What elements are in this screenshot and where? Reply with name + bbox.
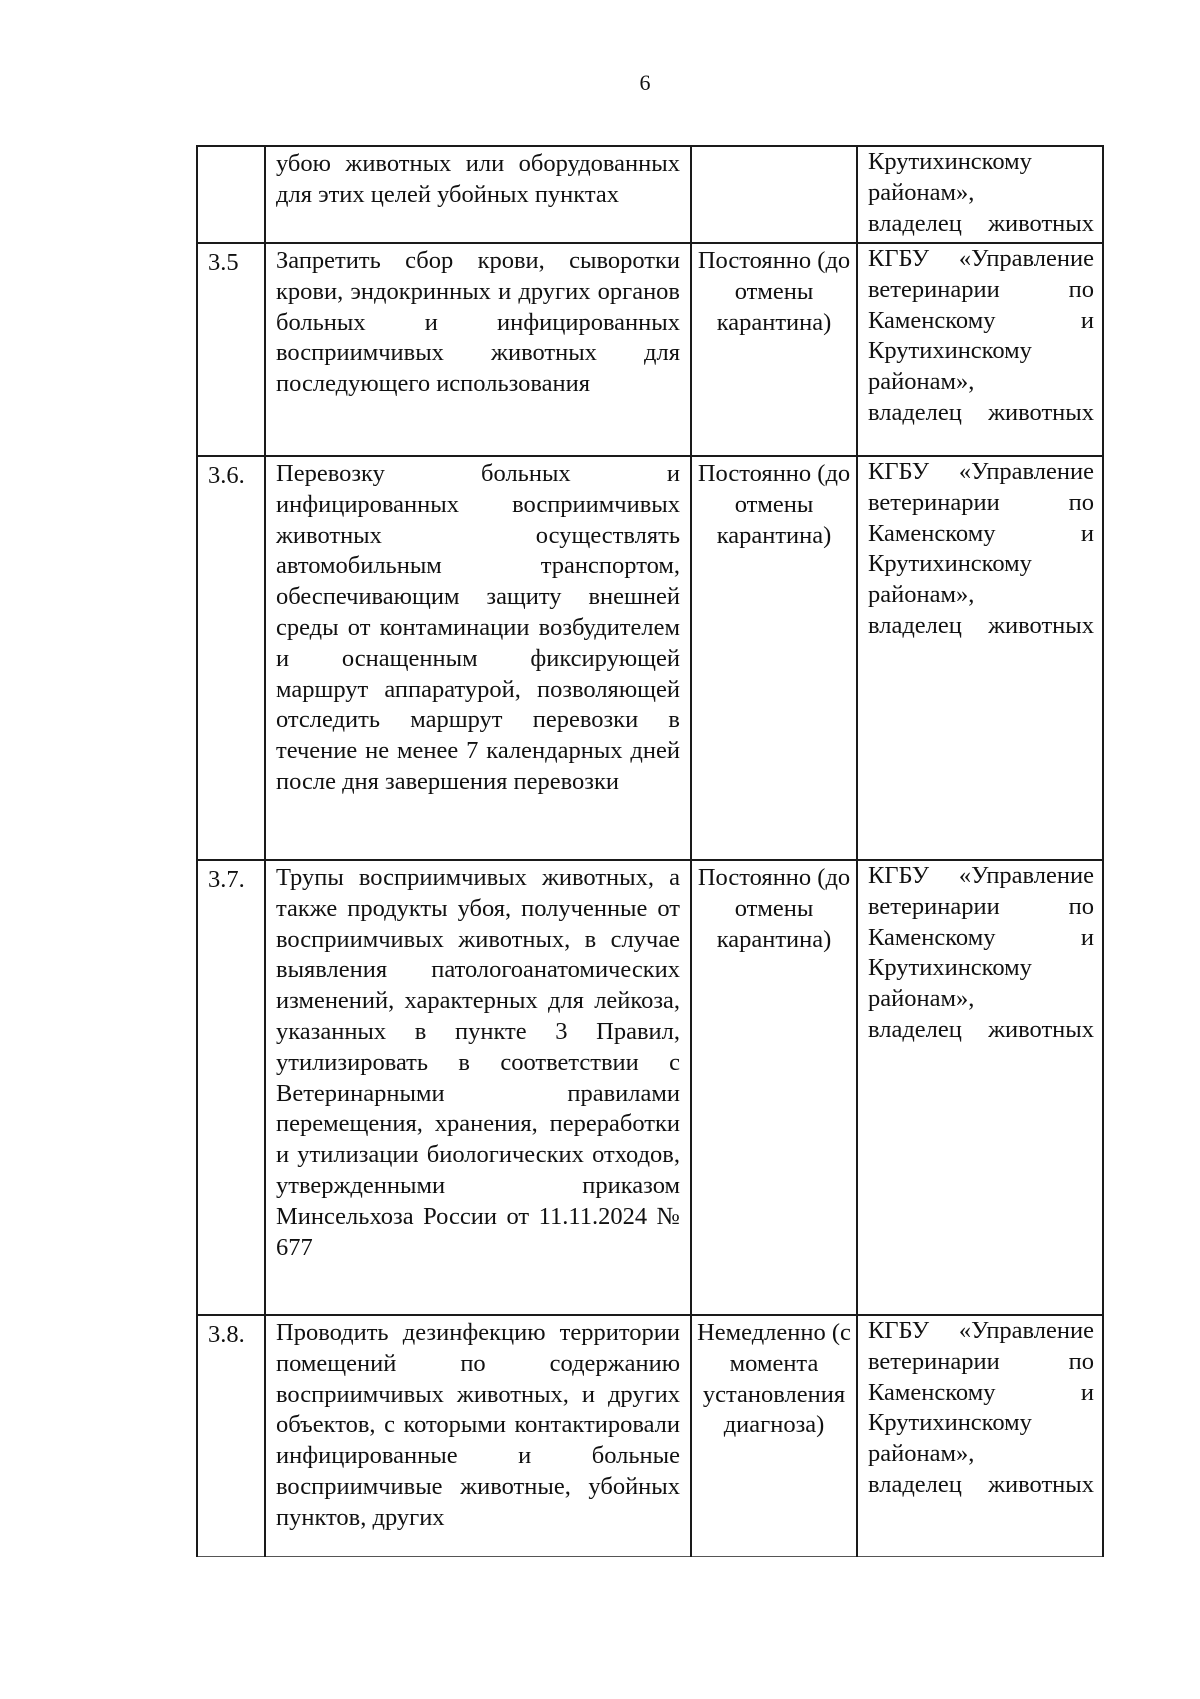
responsible-line: владелец животных xyxy=(868,611,1094,639)
responsible-cell xyxy=(857,860,1103,1315)
responsible-line: КГБУ «Управление xyxy=(868,245,1094,272)
responsible-line: ветеринарии по xyxy=(868,1347,1094,1375)
responsible-line: КГБУ «Управление xyxy=(868,862,1094,889)
responsible-line: владелец животных xyxy=(868,1470,1094,1498)
responsible-line: ветеринарии по xyxy=(868,892,1094,920)
responsible-line: Крутихинскому xyxy=(868,954,1032,982)
item-number xyxy=(197,146,265,243)
deadline-text: Немедленно (с момента установления диагноза) xyxy=(691,1315,857,1557)
responsible-line: КГБУ «Управление xyxy=(868,458,1094,485)
responsible-line: владелец животных xyxy=(868,209,1094,237)
table-row xyxy=(197,1315,1103,1557)
measures-table xyxy=(196,145,1104,1557)
page-number: 6 xyxy=(639,70,651,95)
responsible-line: Крутихинскому xyxy=(868,550,1032,578)
responsible-line: районам», xyxy=(868,368,975,396)
measure-text: Запретить сбор крови, сыворотки крови, эндокринных и других органов больных и инфицированных восприимчивых животных для последующего использования xyxy=(265,243,691,456)
responsible-line: Каменскому и xyxy=(868,519,1094,547)
responsible-line: ветеринарии по xyxy=(868,488,1094,516)
table-row xyxy=(197,243,1103,456)
item-number: 3.8. xyxy=(197,1315,265,1557)
responsible-line: Каменскому и xyxy=(868,923,1094,951)
responsible-line: владелец животных xyxy=(868,1015,1094,1043)
responsible-line: Крутихинскому xyxy=(868,1409,1032,1437)
responsible-line: районам», xyxy=(868,985,975,1013)
responsible-line: районам», xyxy=(868,1440,975,1468)
responsible-line: КГБУ «Управление xyxy=(868,1317,1094,1344)
measure-text: Трупы восприимчивых животных, а также продукты убоя, полученные от восприимчивых животных, в случае выявления патологоанатомических изменений, характерных для лейкоза, указанных в пункте 3 Правил, утилизировать в соответствии с Ветеринарными правилами перемещения, хранения, переработки и утилизации биологических отходов, утвержденными приказом Минсельхоза России от 11.11.2024 № 677 xyxy=(265,860,691,1315)
responsible-line: районам», xyxy=(868,178,975,206)
responsible-line: Крутихинскому xyxy=(868,337,1032,365)
responsible-cell xyxy=(857,146,1103,243)
measure-text: убою животных или оборудованных для этих целей убойных пунктах xyxy=(265,146,691,243)
responsible-cell xyxy=(857,456,1103,860)
table-row xyxy=(197,456,1103,860)
deadline-text: Постоянно (до отмены карантина) xyxy=(691,456,857,860)
responsible-line: Крутихинскому xyxy=(868,148,1032,175)
table-row xyxy=(197,146,1103,243)
responsible-cell xyxy=(857,1315,1103,1557)
deadline-text: Постоянно (до отмены карантина) xyxy=(691,243,857,456)
responsible-line: ветеринарии по xyxy=(868,275,1094,303)
table-row xyxy=(197,860,1103,1315)
item-number: 3.5 xyxy=(197,243,265,456)
deadline-text xyxy=(691,146,857,243)
responsible-line: Каменскому и xyxy=(868,1378,1094,1406)
responsible-line: районам», xyxy=(868,581,975,609)
responsible-line: владелец животных xyxy=(868,398,1094,426)
responsible-cell xyxy=(857,243,1103,456)
measure-text: Перевозку больных и инфицированных восприимчивых животных осуществлять автомобильным транспортом, обеспечивающим защиту внешней среды от контаминации возбудителем и оснащенным фиксирующей маршрут аппаратурой, позволяющей отследить маршрут перевозки в течение не менее 7 календарных дней после дня завершения перевозки xyxy=(265,456,691,860)
item-number: 3.7. xyxy=(197,860,265,1315)
deadline-text: Постоянно (до отмены карантина) xyxy=(691,860,857,1315)
item-number: 3.6. xyxy=(197,456,265,860)
measure-text: Проводить дезинфекцию территории помещений по содержанию восприимчивых животных, и других объектов, с которыми контактировали инфицированные и больные восприимчивые животные, убойных пунктов, других xyxy=(265,1315,691,1557)
responsible-line: Каменскому и xyxy=(868,306,1094,334)
